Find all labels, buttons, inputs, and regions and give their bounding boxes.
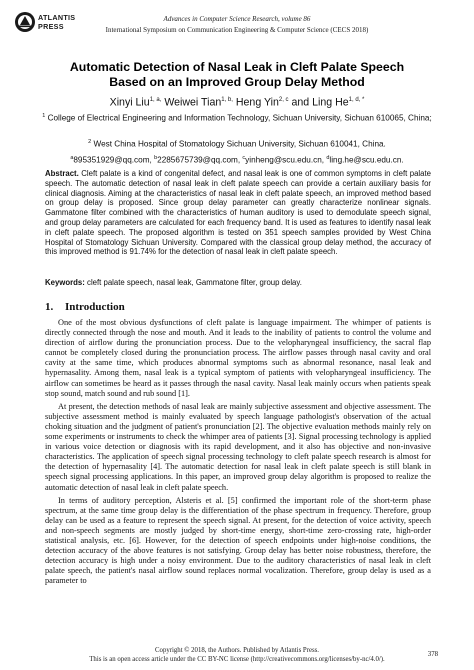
affiliation-1 bbox=[40, 111, 434, 124]
keywords bbox=[45, 278, 431, 288]
author-list bbox=[0, 93, 474, 110]
email-sup: d bbox=[326, 155, 330, 161]
affiliation-text: College of Electrical Engineering and Information Technology, Sichuan University, Sichuan 610065, China; bbox=[47, 113, 432, 123]
author-name: Heng Yin bbox=[235, 96, 279, 109]
conference-name: International Symposium on Communication Engineering & Computer Science (CECS 2018) bbox=[105, 26, 369, 34]
keywords-text: cleft palate speech, nasal leak, Gammatone filter, group delay. bbox=[87, 278, 302, 287]
paper-title-line2: Based on an Improved Group Delay Method bbox=[109, 75, 365, 89]
license-notice: This is an open access article under the CC BY-NC license (http://creativecommons.org/licenses/by-nc/4.0/). bbox=[89, 656, 385, 663]
abstract-text: Cleft palate is a kind of congenital defect, and nasal leak is one of common symptoms in cleft palate speech. The automatic detection of nasal leak in cleft palate speech can provide a certain auxiliary basis for clinical diagnosis. Aiming at the characteristics of nasal leak in cleft palate speech, an improved method based on group delay is proposed. Since group delay parameter can greatly characterize nonlinear signals. Gammatone filter combined with the characteristics of human auditory is used to demodulate speech signal, and group delay parameters are calculated for each frequency band. It is used as features to identify nasal leak in cleft palate speech. The proposed algorithm is tested on 351 speech samples provided by West China Hospital of Stomatology Sichuan University. Compared with the classical group delay method, the accuracy of this improved method is 91.74% for the detection of nasal leak in cleft palate speech. bbox=[45, 169, 431, 257]
logo-text-line2: PRESS bbox=[38, 22, 64, 31]
page-number: 378 bbox=[427, 651, 438, 658]
email-sup: b bbox=[154, 155, 158, 161]
author-emails bbox=[40, 153, 434, 166]
author-name: Weiwei Tian bbox=[164, 96, 222, 109]
affiliation-number: 1 bbox=[42, 113, 46, 119]
affiliation-2 bbox=[40, 137, 434, 150]
copyright-notice: Copyright © 2018, the Authors. Published by Atlantis Press. bbox=[155, 647, 319, 654]
section-heading bbox=[45, 300, 125, 314]
paragraph: In terms of auditory perception, Alsteris et al. [5] confirmed the important role of the short-term phase spectrum, at the same time group delay is the differentiation of the phase spectrum in frequency. Therefore, group delay can be used as a feature to represent the speech signal. At present, for the detection of voice activity, speech and non-speech segments are mostly judged by short-time energy, short-time zero-crossing rate, high-order statistical analysis, etc. [6]. However, for the detection of speech endpoints under high-noise conditions, the detection accuracy of the above features is not satisfying. Group delay has better noise robustness, therefore, the detection accuracy is high under a noisy environment. Due to the auditory characteristics of nasal leak in cleft palate speech, the patient's nasal airflow sound replaces normal vocalization. Therefore, group delay is used as a parameter to bbox=[45, 495, 431, 586]
abstract bbox=[45, 169, 431, 257]
author-sup: 1, d, * bbox=[348, 97, 365, 103]
email-address[interactable]: yinheng@scu.edu.cn, bbox=[245, 155, 325, 165]
journal-series: Advances in Computer Science Research, volume 86 bbox=[163, 15, 311, 23]
email-address[interactable]: 895351929@qq.com, bbox=[73, 155, 152, 165]
logo-text-line1: ATLANTIS bbox=[38, 13, 76, 22]
author-sup: 1, a, bbox=[149, 97, 162, 103]
section-number: 1. bbox=[45, 301, 54, 313]
author-name: Xinyi Liu bbox=[109, 96, 150, 109]
paper-title-line1: Automatic Detection of Nasal Leak in Cleft Palate Speech bbox=[69, 60, 405, 74]
email-address[interactable]: 2285675739@qq.com, bbox=[157, 155, 241, 165]
paragraph: One of the most obvious dysfunctions of cleft palate is language impairment. The whimper of patients is directly connected through the nose and mouth. And it leads to the inability of patients to control the volume and direction of airflow during the pronunciation process. Due to the velopharyngeal insufficiency, the sacral flap cannot be completely closed during the pronunciation process. The airflow passes through nasal cavity and oral cavity at the same time, which produces abnormal symptoms such as abnormal resonance, nasal leak and hypernasality. Among them, nasal leak is a typical symptom of patients with velopharyngeal insufficiency. The airflow can sometimes be heard as it passes through the nasal cavity. Nasal leak mainly occurs when patients speak stop sound, match sound and rub sound [1]. bbox=[45, 318, 431, 398]
author-name: Ling He bbox=[312, 96, 349, 109]
author-conjunction: and bbox=[291, 96, 310, 109]
email-address[interactable]: ling.he@scu.edu.cn. bbox=[329, 155, 404, 165]
abstract-label: Abstract. bbox=[45, 169, 79, 178]
email-sup: c bbox=[242, 155, 246, 161]
affiliation-text: West China Hospital of Stomatology Sichuan University, Sichuan 610041, China. bbox=[93, 139, 386, 149]
author-sup: 2, c bbox=[278, 97, 289, 103]
section-title: Introduction bbox=[65, 301, 125, 313]
affiliation-number: 2 bbox=[88, 139, 92, 145]
keywords-label: Keywords: bbox=[45, 278, 85, 287]
paragraph: At present, the detection methods of nasal leak are mainly subjective assessment and objective assessment. The subjective assessment method is mainly evaluated by speech language pathologist's observation of the actual choking situation and the judgment of patient's pronunciation [2]. The objective evaluation methods mainly rely on some experiments or instruments to check the whimper area of patients [3]. Signal processing technology is applied in various voice detection or diagnosis with its rapid development, and it also has objective and non-invasive characteristics. The application of speech signal processing technology to cleft palate speech research is almost for the detection of hypernasality [4]. The automatic detection for nasal leak in cleft palate speech is still blank in speech signal processing applications. In this paper, an improved group delay algorithm is proposed to realize the automatic detection of nasal leak in cleft palate speech. bbox=[45, 401, 431, 492]
email-sup: a bbox=[70, 155, 74, 161]
introduction-body bbox=[45, 318, 431, 589]
author-sup: 1, b, bbox=[221, 97, 233, 103]
